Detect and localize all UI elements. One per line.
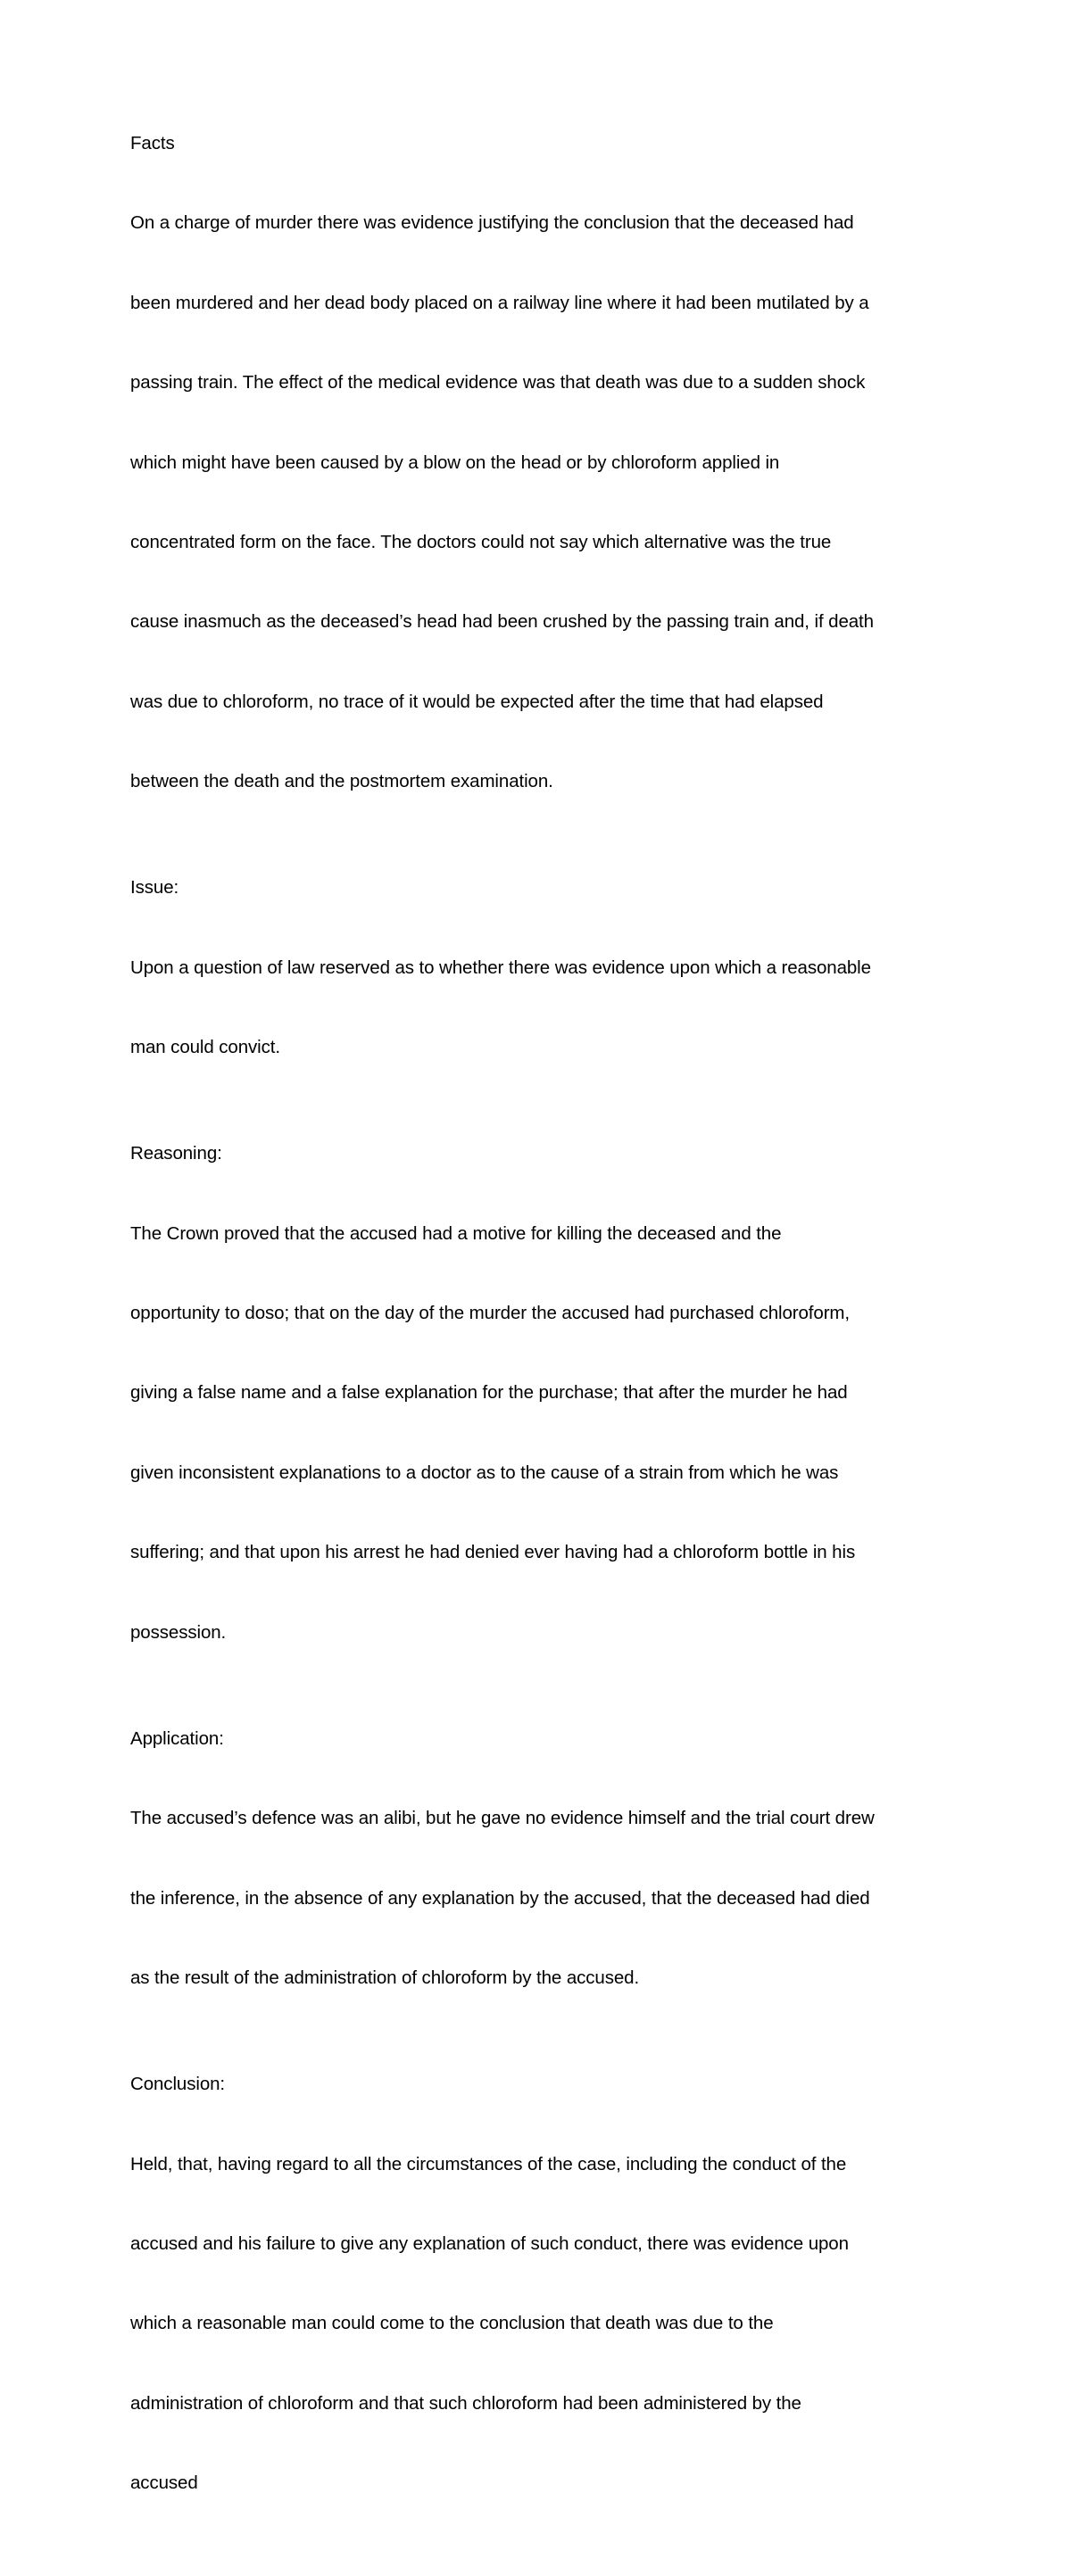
text-line: the inference, in the absence of any explanation by the accused, that the deceased had died bbox=[130, 1887, 870, 1909]
section-heading: Issue: bbox=[130, 877, 179, 899]
text-line: cause inasmuch as the deceased’s head had been crushed by the passing train and, if death bbox=[130, 611, 874, 633]
section-body bbox=[130, 2098, 951, 2550]
section-heading: Facts bbox=[130, 133, 175, 153]
text-line: giving a false name and a false explanation for the purchase; that after the murder he had bbox=[130, 1382, 848, 1404]
text-line: which might have been caused by a blow on the head or by chloroform applied in bbox=[130, 451, 780, 473]
section-conclusion bbox=[130, 2071, 951, 2549]
text-line: man could convict. bbox=[130, 1037, 280, 1058]
text-line: The Crown proved that the accused had a motive for killing the deceased and the bbox=[130, 1222, 782, 1244]
section-application bbox=[130, 1726, 951, 2045]
text-line: been murdered and her dead body placed on a railway line where it had been mutilated by a bbox=[130, 292, 869, 313]
section-facts bbox=[130, 130, 951, 849]
section-heading: Application: bbox=[130, 1727, 224, 1749]
section-reasoning bbox=[130, 1140, 951, 1699]
text-line: passing train. The effect of the medical evidence was that death was due to a sudden shock bbox=[130, 372, 866, 393]
document-content bbox=[130, 130, 951, 2576]
text-line: administration of chloroform and that such chloroform had been administered by the bbox=[130, 2392, 801, 2414]
text-line: concentrated form on the face. The doctors could not say which alternative was the true bbox=[130, 531, 832, 552]
text-line: accused bbox=[130, 2472, 198, 2494]
text-line: opportunity to doso; that on the day of the murder the accused had purchased chloroform, bbox=[130, 1303, 851, 1324]
text-line: possession. bbox=[130, 1621, 227, 1643]
text-line: On a charge of murder there was evidence justifying the conclusion that the deceased had bbox=[130, 212, 854, 234]
section-heading: Reasoning: bbox=[130, 1143, 222, 1164]
text-line: given inconsistent explanations to a doctor as to the cause of a strain from which he was bbox=[130, 1462, 839, 1483]
section-body bbox=[130, 157, 951, 849]
text-line: The accused’s defence was an alibi, but he gave no evidence himself and the trial court drew bbox=[130, 1808, 875, 1829]
text-line: accused and his failure to give any explanation of such conduct, there was evidence upon bbox=[130, 2232, 849, 2254]
text-line: Upon a question of law reserved as to whether there was evidence upon which a reasonable bbox=[130, 957, 871, 978]
text-line: Held, that, having regard to all the circumstances of the case, including the conduct of the bbox=[130, 2153, 847, 2174]
section-heading: Conclusion: bbox=[130, 2074, 226, 2095]
text-line: which a reasonable man could come to the conclusion that death was due to the bbox=[130, 2313, 774, 2334]
text-line: between the death and the postmortem examination. bbox=[130, 771, 553, 792]
section-body bbox=[130, 1167, 951, 1699]
section-body bbox=[130, 1752, 951, 2045]
text-line: suffering; and that upon his arrest he had denied ever having had a chloroform bottle in his bbox=[130, 1542, 856, 1563]
section-issue bbox=[130, 874, 951, 1114]
text-line: was due to chloroform, no trace of it would be expected after the time that had elapsed bbox=[130, 691, 824, 712]
text-line: as the result of the administration of chloroform by the accused. bbox=[130, 1967, 640, 1988]
section-body bbox=[130, 901, 951, 1114]
